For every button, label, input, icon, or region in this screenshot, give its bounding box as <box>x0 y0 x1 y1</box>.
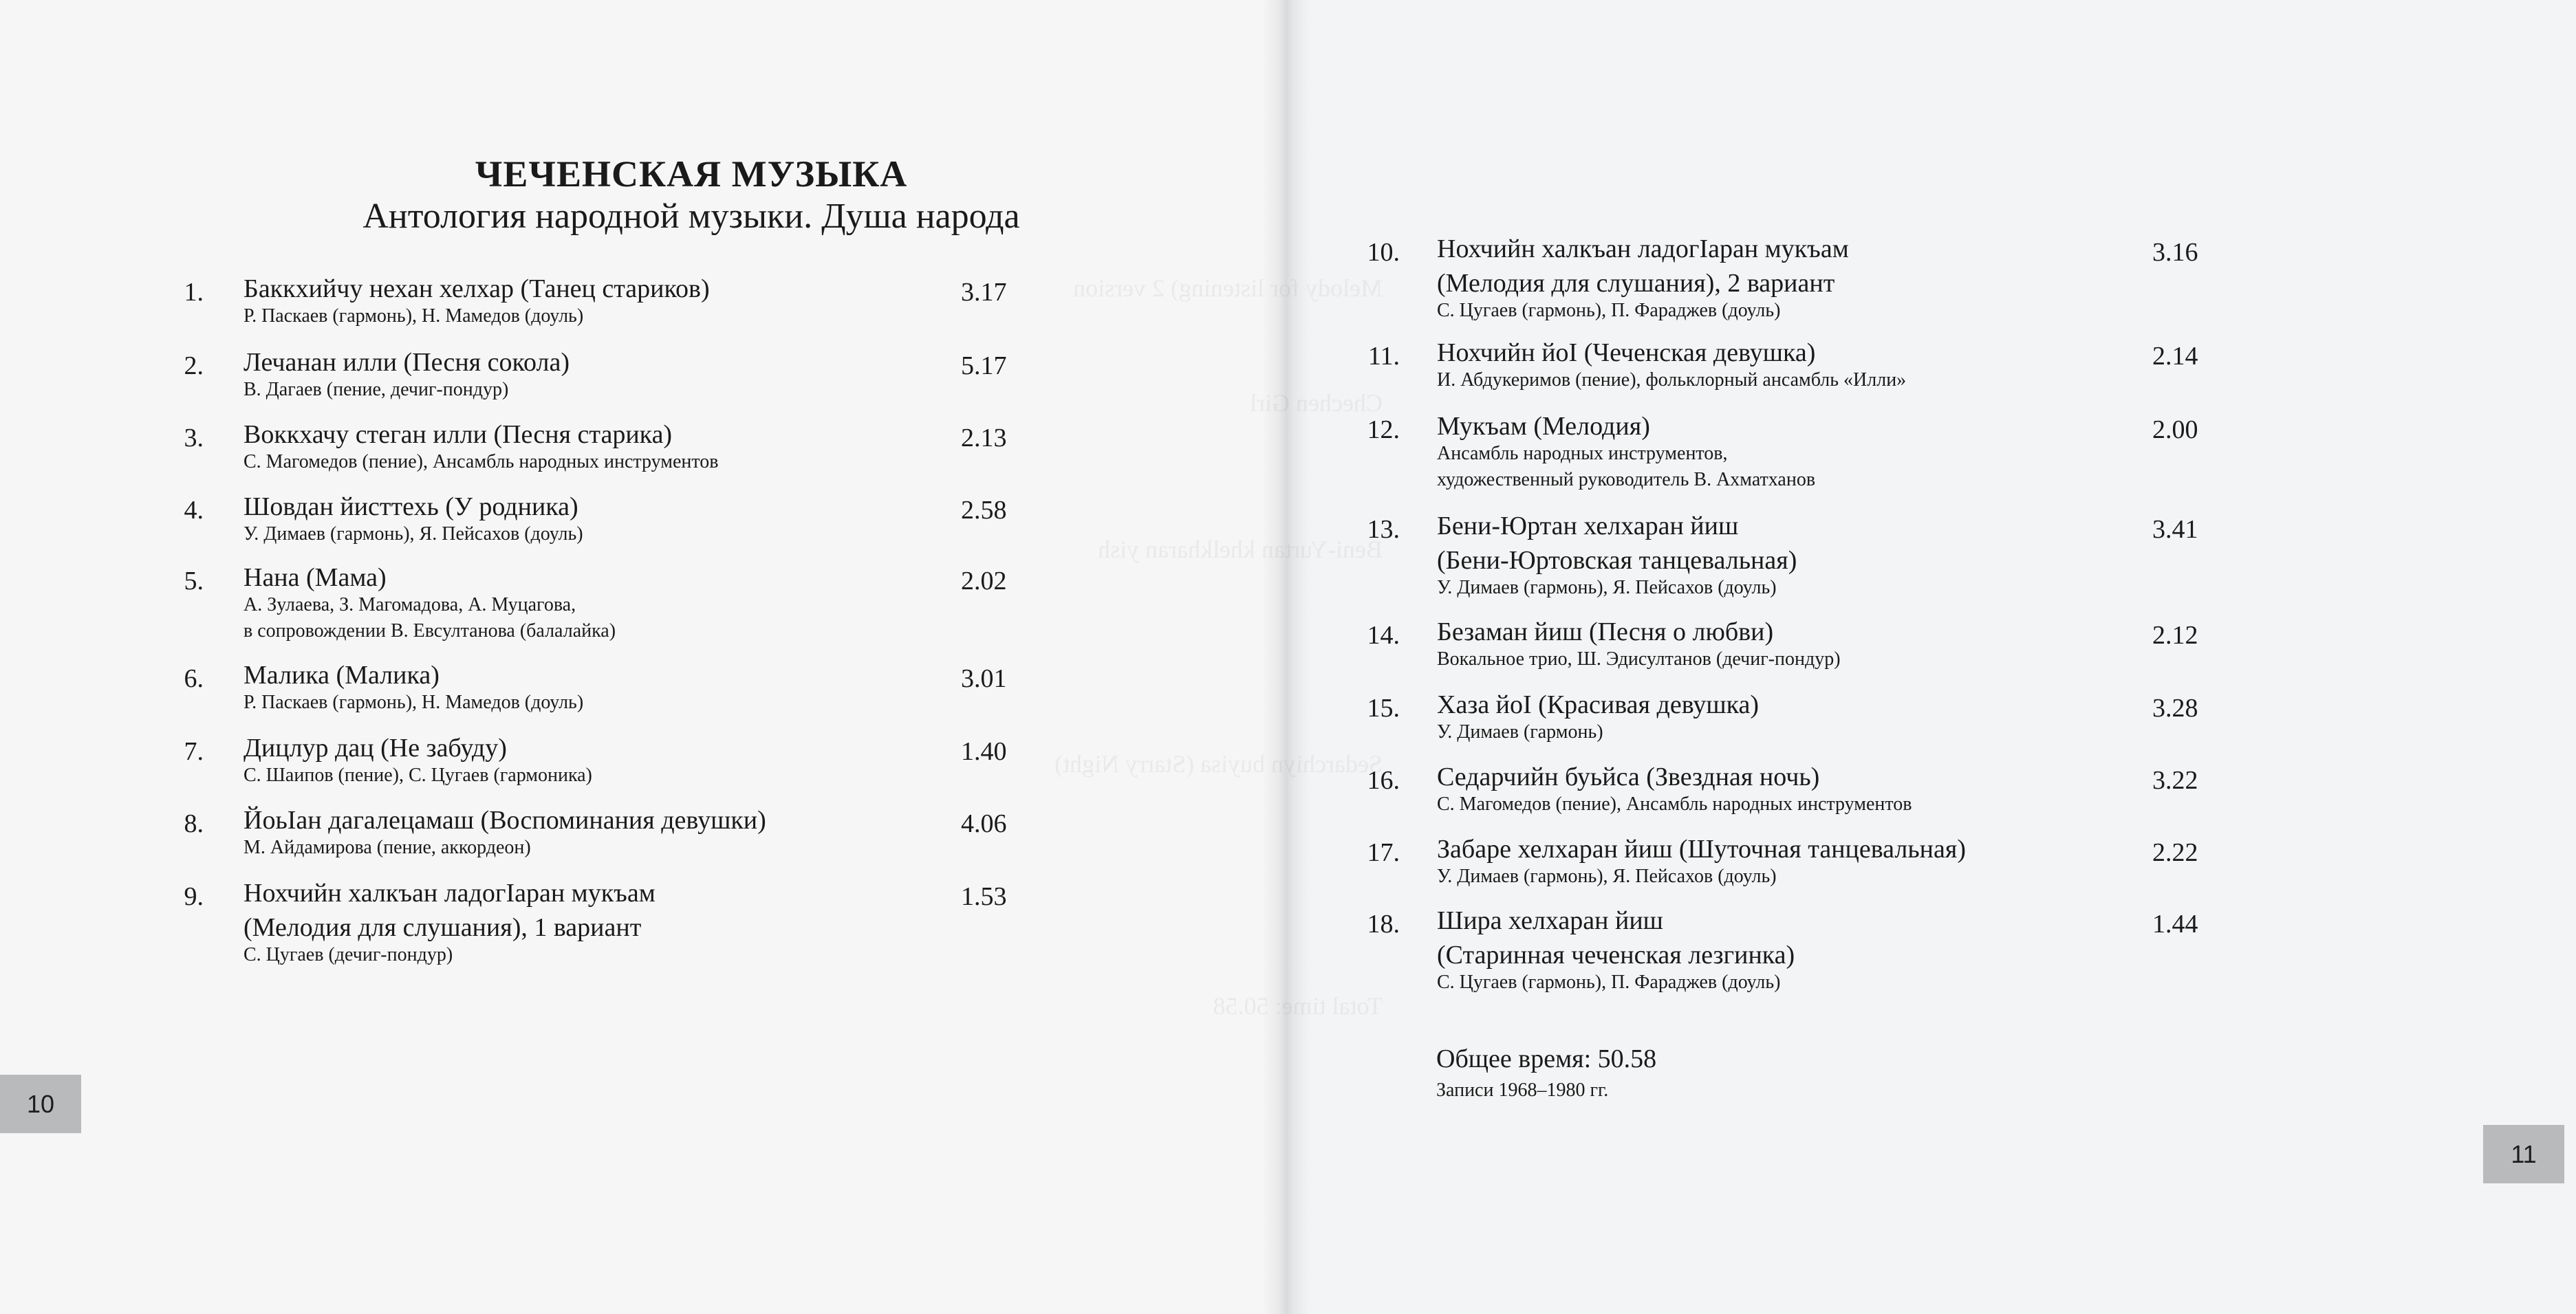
track-duration: 3.41 <box>2152 515 2198 544</box>
track-duration: 2.12 <box>2152 621 2198 650</box>
track-title <box>1437 509 1797 578</box>
track-title <box>1437 760 1819 794</box>
performer-line: С. Цугаев (гармонь), П. Фараджев (доуль) <box>1437 300 1781 321</box>
performer-line: Ансамбль народных инструментов, <box>1437 443 1728 464</box>
track-performers <box>1437 367 1906 393</box>
track-number: 2. <box>184 351 204 380</box>
track-title <box>1437 615 1773 649</box>
track-number: 15. <box>1367 694 1400 723</box>
track-number: 7. <box>184 737 204 766</box>
track-performers <box>1437 970 1780 996</box>
track-title <box>1437 904 1795 972</box>
bleed-through-text: Sedarchiyn buyisa (Starry Night) <box>1054 750 1383 778</box>
track-title-line: Забаре хелхаран йиш (Шуточная танцевальная) <box>1437 835 1966 864</box>
track-title-line: Бени-Юртан хелхаран йиш <box>1437 512 1739 540</box>
track-title <box>243 345 570 380</box>
track-performers <box>243 377 508 403</box>
track-duration: 3.01 <box>961 664 1007 693</box>
track-title <box>243 560 387 595</box>
track-title-line: (Бени-Юртовская танцевальная) <box>1437 546 1797 575</box>
track-title <box>243 803 766 837</box>
performer-line: С. Цугаев (дечиг-пондур) <box>243 944 453 965</box>
track-number: 11. <box>1367 342 1400 371</box>
track-title-line: Нохчийн йоI (Чеченская девушка) <box>1437 338 1816 367</box>
performer-line: У. Димаев (гармонь), Я. Пейсахов (доуль) <box>243 523 583 545</box>
track-duration: 3.17 <box>961 278 1007 307</box>
performer-line: У. Димаев (гармонь) <box>1437 721 1603 743</box>
track-number: 10. <box>1367 238 1400 267</box>
bleed-through-text: Chechen Girl <box>1250 389 1383 417</box>
track-title <box>243 490 578 524</box>
bleed-through-text: Total time: 50.58 <box>1213 992 1383 1020</box>
track-number: 8. <box>184 809 204 838</box>
track-number: 6. <box>184 664 204 693</box>
track-title-line: Безаман йиш (Песня о любви) <box>1437 617 1774 646</box>
track-title <box>1437 409 1650 444</box>
track-performers <box>1437 441 1815 493</box>
track-number: 5. <box>184 567 204 595</box>
track-performers <box>243 690 583 716</box>
album-title: ЧЕЧЕНСКАЯ МУЗЫКА <box>475 153 908 195</box>
performer-line: У. Димаев (гармонь), Я. Пейсахов (доуль) <box>1437 577 1777 598</box>
track-performers <box>1437 719 1603 745</box>
track-number: 3. <box>184 424 204 452</box>
track-number: 14. <box>1367 621 1400 650</box>
performer-line: И. Абдукеримов (пение), фольклорный ансамбль «Илли» <box>1437 369 1907 391</box>
track-performers <box>243 763 592 789</box>
track-title <box>243 658 440 692</box>
track-title-line: Нохчийн халкъан ладогIаран мукъам <box>1437 234 1849 263</box>
track-title-line: Лечанан илли (Песня сокола) <box>243 348 570 377</box>
track-performers <box>1437 646 1841 672</box>
track-title-line: Мукъам (Мелодия) <box>1437 412 1650 441</box>
performer-line: М. Айдамирова (пение, аккордеон) <box>243 837 531 858</box>
track-title <box>1437 832 1966 866</box>
track-title <box>243 417 672 452</box>
track-duration: 3.28 <box>2152 694 2198 723</box>
performer-line: С. Цугаев (гармонь), П. Фараджев (доуль) <box>1437 972 1781 993</box>
track-performers <box>1437 791 1912 818</box>
performer-line: Р. Паскаев (гармонь), Н. Мамедов (доуль) <box>243 692 584 713</box>
album-subtitle: Антология народной музыки. Душа народа <box>362 197 1020 236</box>
bleed-through-text: Beni-Yurtan khelkharan yish <box>1098 536 1383 563</box>
track-duration: 2.14 <box>2152 342 2198 371</box>
performer-line: С. Магомедов (пение), Ансамбль народных инструментов <box>243 451 719 472</box>
performer-line: Вокальное трио, Ш. Эдисултанов (дечиг-пондур) <box>1437 648 1841 670</box>
page-number-right: 11 <box>2483 1125 2564 1183</box>
track-performers <box>1437 864 1777 890</box>
track-title-line: (Мелодия для слушания), 2 вариант <box>1437 269 1835 298</box>
track-number: 9. <box>184 882 204 911</box>
track-duration: 3.22 <box>2152 766 2198 795</box>
track-duration: 4.06 <box>961 809 1007 838</box>
track-performers <box>243 835 531 861</box>
track-number: 13. <box>1367 515 1400 544</box>
track-title-line: ЙоьIан дагалецамаш (Воспоминания девушки) <box>243 806 766 835</box>
performer-line: в сопровождении В. Евсултанова (балалайка) <box>243 620 616 642</box>
track-duration: 2.13 <box>961 424 1007 452</box>
track-duration: 1.53 <box>961 882 1007 911</box>
track-duration: 1.40 <box>961 737 1007 766</box>
track-number: 1. <box>184 278 204 307</box>
track-number: 17. <box>1367 838 1400 867</box>
track-title <box>243 731 507 765</box>
track-title <box>1437 336 1815 370</box>
track-duration: 2.02 <box>961 567 1007 595</box>
track-title <box>1437 232 1849 300</box>
performer-line: художественный руководитель В. Ахматханов <box>1437 469 1816 490</box>
track-performers <box>1437 575 1777 601</box>
track-title-line: Нана (Мама) <box>243 563 387 592</box>
track-number: 16. <box>1367 766 1400 795</box>
track-title-line: Воккхачу стеган илли (Песня старика) <box>243 420 673 449</box>
page-number-left: 10 <box>0 1075 81 1133</box>
track-performers <box>243 521 583 547</box>
track-title-line: Шовдан йисттехь (У родника) <box>243 492 578 521</box>
track-duration: 3.16 <box>2152 238 2198 267</box>
performer-line: Р. Паскаев (гармонь), Н. Мамедов (доуль) <box>243 305 584 327</box>
track-performers <box>243 592 616 644</box>
performer-line: С. Шаипов (пение), С. Цугаев (гармоника) <box>243 765 592 786</box>
bleed-through-text: Melody for listening) 2 version <box>1073 274 1383 302</box>
total-time: Общее время: 50.58 <box>1436 1044 1657 1073</box>
track-duration: 2.58 <box>961 496 1007 525</box>
track-duration: 2.22 <box>2152 838 2198 867</box>
track-title <box>1437 688 1759 722</box>
track-title-line: Хаза йоI (Красивая девушка) <box>1437 690 1760 719</box>
track-performers <box>243 942 453 968</box>
track-title-line: Седарчийн буьйса (Звездная ночь) <box>1437 763 1820 791</box>
track-title <box>243 272 710 306</box>
performer-line: У. Димаев (гармонь), Я. Пейсахов (доуль) <box>1437 866 1777 887</box>
track-duration: 1.44 <box>2152 910 2198 939</box>
track-title-line: Дицлур дац (Не забуду) <box>243 734 507 763</box>
track-number: 12. <box>1367 415 1400 444</box>
track-performers <box>1437 298 1780 324</box>
track-number: 4. <box>184 496 204 525</box>
track-title-line: (Старинная чеченская лезгинка) <box>1437 941 1795 970</box>
track-performers <box>243 449 718 475</box>
track-duration: 2.00 <box>2152 415 2198 444</box>
track-title-line: Нохчийн халкъан ладогIаран мукъам <box>243 879 656 908</box>
performer-line: А. Зулаева, З. Магомадова, А. Муцагова, <box>243 594 576 615</box>
track-title-line: Малика (Малика) <box>243 661 440 690</box>
track-title-line: Шира хелхаран йиш <box>1437 906 1663 935</box>
recording-years: Записи 1968–1980 гг. <box>1436 1080 1609 1101</box>
track-duration: 5.17 <box>961 351 1007 380</box>
track-performers <box>243 303 583 329</box>
track-title <box>243 876 656 945</box>
performer-line: С. Магомедов (пение), Ансамбль народных инструментов <box>1437 793 1912 815</box>
track-number: 18. <box>1367 910 1400 939</box>
track-title-line: Баккхийчу нехан хелхар (Танец стариков) <box>243 274 710 303</box>
track-title-line: (Мелодия для слушания), 1 вариант <box>243 913 642 942</box>
performer-line: В. Дагаев (пение, дечиг-пондур) <box>243 379 509 400</box>
